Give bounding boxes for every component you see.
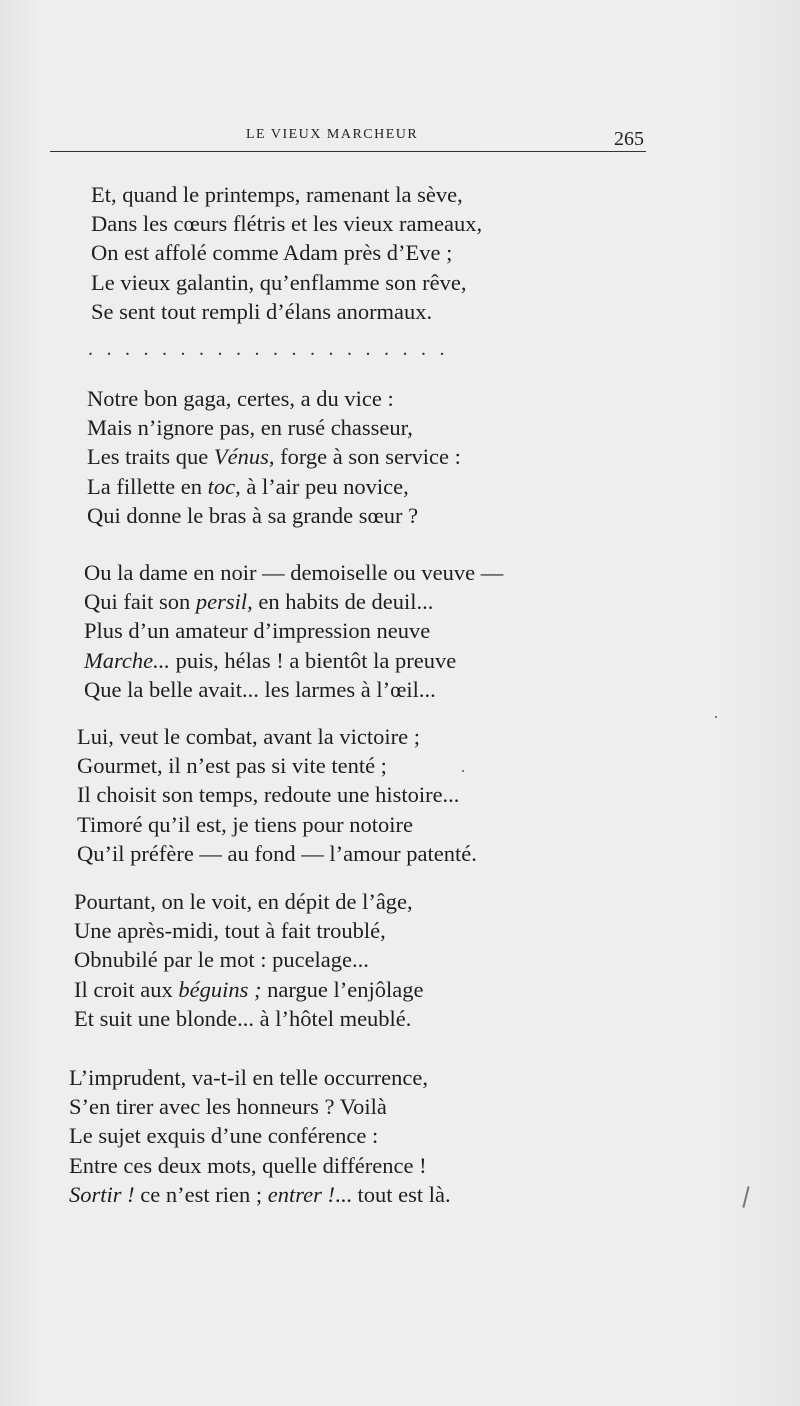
verse-text: en habits de deuil... xyxy=(252,589,434,615)
verse-line: Mais n’ignore pas, en rusé chasseur, xyxy=(87,415,413,441)
verse-line: S’en tirer avec les honneurs ? Voilà xyxy=(69,1094,387,1120)
italic-word: Marche... xyxy=(84,647,171,673)
verse-text: ... tout est là. xyxy=(335,1181,451,1207)
verse-line: Dans les cœurs flétris et les vieux rameaux, xyxy=(91,211,483,237)
page-number: 265 xyxy=(614,128,644,150)
verse-line: Obnubilé par le mot : pucelage... xyxy=(74,947,369,973)
verse-text: à l’air peu novice, xyxy=(240,473,409,499)
stanza-5 xyxy=(74,887,423,1033)
verse-line: Entre ces deux mots, quelle différence ! xyxy=(69,1152,427,1178)
verse-text: Il croit aux xyxy=(74,976,179,1002)
verse-line: Le vieux galantin, qu’enflamme son rêve, xyxy=(91,269,467,295)
verse-line: Ou la dame en noir — demoiselle ou veuve — xyxy=(84,560,504,585)
verse-text: Qui fait son xyxy=(84,589,196,615)
verse-line: Le sujet exquis d’une conférence : xyxy=(69,1123,379,1149)
verse-line xyxy=(87,442,461,471)
verse-line: Et suit une blonde... à l’hôtel meublé. xyxy=(74,1005,412,1031)
italic-word: toc, xyxy=(207,473,241,499)
verse-line: Il choisit son temps, redoute une histoire... xyxy=(77,782,460,808)
verse-line: Une après-midi, tout à fait troublé, xyxy=(74,918,386,944)
stanza-3 xyxy=(84,558,503,704)
verse-text: forge à son service : xyxy=(274,444,461,470)
verse-line: L’imprudent, va-t-il en telle occurrence, xyxy=(69,1065,429,1090)
verse-text: nargue l’enjôlage xyxy=(261,976,424,1002)
verse-text: Les traits que xyxy=(87,444,214,470)
italic-word: persil, xyxy=(195,589,253,615)
verse-text: La fillette en xyxy=(87,473,208,499)
verse-line: Lui, veut le combat, avant la victoire ; xyxy=(77,724,421,749)
paper-speck xyxy=(462,770,464,772)
margin-mark xyxy=(742,1186,749,1208)
verse-line: Timoré qu’il est, je tiens pour notoire xyxy=(77,811,414,837)
italic-word: béguins ; xyxy=(178,976,262,1002)
running-title: LE VIEUX MARCHEUR xyxy=(246,127,419,142)
verse-line: Notre bon gaga, certes, a du vice : xyxy=(87,386,394,411)
italic-word: Vénus, xyxy=(213,444,275,470)
verse-line: Gourmet, il n’est pas si vite tenté ; xyxy=(77,753,387,779)
verse-line: Que la belle avait... les larmes à l’œil... xyxy=(84,676,436,702)
verse-line: Se sent tout rempli d’élans anormaux. xyxy=(91,298,433,324)
verse-line: Qu’il préfère — au fond — l’amour patenté. xyxy=(77,840,477,866)
verse-line: Plus d’un amateur d’impression neuve xyxy=(84,618,431,644)
verse-text: ce n’est rien ; xyxy=(134,1181,268,1207)
verse-line: Et, quand le printemps, ramenant la sève, xyxy=(91,182,463,207)
verse-line xyxy=(84,646,503,675)
verse-line: Pourtant, on le voit, en dépit de l’âge, xyxy=(74,889,413,914)
verse-line xyxy=(74,975,423,1004)
stanza-6 xyxy=(69,1063,451,1209)
italic-word: entrer ! xyxy=(267,1181,335,1207)
paper-speck xyxy=(715,716,717,718)
italic-word: Sortir ! xyxy=(69,1181,135,1207)
verse-line: Qui donne le bras à sa grande sœur ? xyxy=(87,502,419,528)
verse-line xyxy=(87,472,461,501)
verse-line xyxy=(69,1180,451,1209)
stanza-4 xyxy=(77,722,477,868)
stanza-2 xyxy=(87,384,461,530)
header-rule xyxy=(50,151,646,152)
verse-text: puis, hélas ! a bientôt la preuve xyxy=(170,647,457,673)
stanza-1 xyxy=(91,180,482,326)
elision-dots: .................... xyxy=(88,338,458,360)
verse-line: On est affolé comme Adam près d’Eve ; xyxy=(91,240,453,266)
verse-line xyxy=(84,587,503,616)
